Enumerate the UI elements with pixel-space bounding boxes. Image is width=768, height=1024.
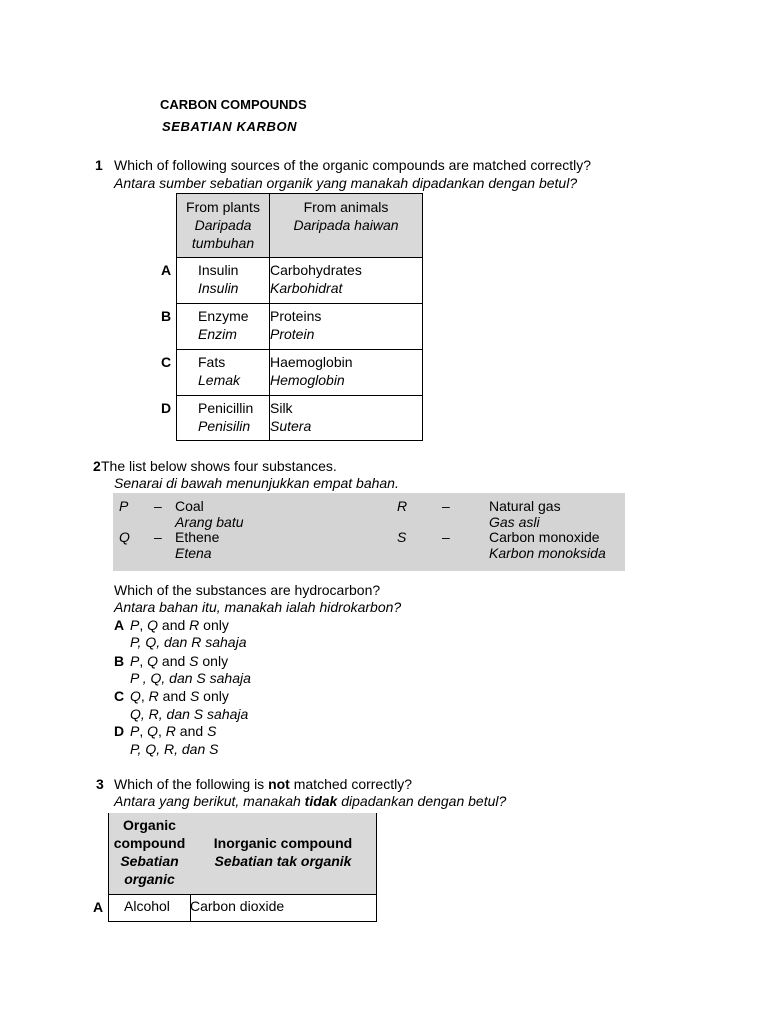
q1-row-d-plant	[176, 395, 270, 441]
q2-letter-s: S	[397, 529, 407, 545]
q1-row-c-animal-text: Haemoglobin	[270, 354, 353, 370]
q1-row-a-plant-ms: Insulin	[198, 280, 239, 296]
q2-letter-p: P	[119, 498, 129, 514]
q1-row-d-animal-text: Silk	[270, 400, 293, 416]
q3-col-organic-2: compound	[113, 835, 186, 851]
q3-row-a-organic-text: Alcohol	[124, 898, 170, 914]
q3-question-ms: Antara yang berikut, manakah tidak dipadankan dengan betul?	[114, 793, 507, 809]
q2-number: 2	[93, 458, 101, 474]
q2-option-d-text: P, Q, R and S	[130, 723, 217, 739]
q3-header-organic	[108, 813, 191, 895]
q2-option-d-label: D	[114, 723, 125, 739]
q2-letter-r: R	[397, 498, 408, 514]
q1-question-ms: Antara sumber sebatian organik yang manakah dipadankan dengan betul?	[114, 175, 578, 191]
q1-row-b-plant-ms: Enzim	[198, 326, 237, 342]
q2-option-d-ms: P, Q, R, dan S	[130, 741, 219, 757]
q1-row-c-animal-ms: Hemoglobin	[270, 372, 345, 388]
q2-name-q: Ethene	[175, 529, 220, 545]
q1-col-animals: From animals	[303, 199, 389, 215]
q1-col-animals-ms: Daripada haiwan	[293, 217, 399, 233]
q1-row-c-animal	[269, 349, 423, 396]
q1-question: Which of following sources of the organic compounds are matched correctly?	[114, 157, 592, 173]
q1-row-d-animal-ms: Sutera	[270, 418, 312, 434]
q2-option-a-label: A	[114, 617, 125, 633]
q1-option-d-label: D	[161, 400, 172, 416]
q1-row-d-animal	[269, 395, 423, 441]
q2-name-ms-q: Etena	[175, 545, 212, 561]
q2-option-c-label: C	[114, 688, 125, 704]
q1-header-plants	[176, 193, 270, 258]
q2-name-p: Coal	[175, 498, 204, 514]
q1-option-c-label: C	[161, 354, 172, 370]
q1-header-animals	[269, 193, 423, 258]
q1-row-d-plant-ms: Penisilin	[198, 418, 251, 434]
q1-row-a-plant	[176, 257, 270, 304]
q2-name-ms-r: Gas asli	[489, 514, 540, 530]
q2-option-a-text: P, Q and R only	[130, 617, 229, 633]
q2-option-b-label: B	[114, 653, 125, 669]
q1-col-plants-ms-2: tumbuhan	[191, 235, 255, 251]
q1-table	[176, 193, 423, 441]
q1-option-a-label: A	[161, 262, 172, 278]
q1-option-b-label: B	[161, 308, 172, 324]
q2-dash-r: –	[442, 498, 450, 514]
q1-number: 1	[95, 157, 103, 173]
q1-row-a-animal-text: Carbohydrates	[270, 262, 362, 278]
q2-option-c-ms: Q, R, dan S sahaja	[130, 706, 249, 722]
q2-letter-q: Q	[119, 529, 130, 545]
q3-col-inorganic: Inorganic compound	[213, 835, 353, 851]
q1-col-plants: From plants	[186, 199, 260, 215]
q1-row-b-plant	[176, 303, 270, 350]
q1-row-d-plant-text: Penicillin	[198, 400, 254, 416]
q2-option-a-ms: P, Q, dan R sahaja	[130, 634, 247, 650]
q2-name-s: Carbon monoxide	[489, 529, 600, 545]
q3-col-inorganic-ms: Sebatian tak organik	[214, 853, 352, 869]
q2-dash-s: –	[442, 529, 450, 545]
page-subtitle: SEBATIAN KARBON	[162, 119, 298, 134]
q1-row-c-plant-text: Fats	[198, 354, 226, 370]
q3-col-organic-ms-2: organic	[124, 871, 175, 887]
q3-row-a-inorganic-text: Carbon dioxide	[190, 898, 285, 914]
q3-row-a-inorganic	[190, 894, 377, 922]
q2-dash-q: –	[154, 529, 162, 545]
q3-question: Which of the following is not matched correctly?	[114, 776, 413, 792]
q3-header-inorganic	[190, 813, 377, 895]
q2-option-c-text: Q, R and S only	[130, 688, 229, 704]
q1-row-b-animal-text: Proteins	[270, 308, 322, 324]
q2-name-r: Natural gas	[489, 498, 561, 514]
q2-name-ms-s: Karbon monoksida	[489, 545, 606, 561]
q1-row-a-animal-ms: Karbohidrat	[270, 280, 343, 296]
q2-intro-ms: Senarai di bawah menunjukkan empat bahan.	[114, 475, 399, 491]
page-title: CARBON COMPOUNDS	[160, 97, 307, 112]
q2-question: Which of the substances are hydrocarbon?	[114, 582, 381, 598]
q2-intro: The list below shows four substances.	[101, 458, 337, 474]
q1-row-c-plant-ms: Lemak	[198, 372, 241, 388]
q1-row-b-animal	[269, 303, 423, 350]
q2-name-ms-p: Arang batu	[175, 514, 244, 530]
q1-row-a-animal	[269, 257, 423, 304]
q1-row-b-animal-ms: Protein	[270, 326, 315, 342]
q3-table	[108, 813, 377, 922]
q2-question-ms: Antara bahan itu, manakah ialah hidrokarbon?	[114, 599, 402, 615]
q1-row-c-plant	[176, 349, 270, 396]
q3-option-a-label: A	[93, 899, 104, 915]
q1-row-a-plant-text: Insulin	[198, 262, 239, 278]
q1-row-b-plant-text: Enzyme	[198, 308, 249, 324]
q3-col-organic-1: Organic	[123, 817, 176, 833]
q3-number: 3	[96, 776, 104, 792]
q2-dash-p: –	[154, 498, 162, 514]
q3-row-a-organic	[108, 894, 191, 922]
q2-option-b-ms: P , Q, dan S sahaja	[130, 670, 251, 686]
q1-col-plants-ms-1: Daripada	[194, 217, 252, 233]
q3-col-organic-ms-1: Sebatian	[120, 853, 179, 869]
q2-option-b-text: P, Q and S only	[130, 653, 229, 669]
